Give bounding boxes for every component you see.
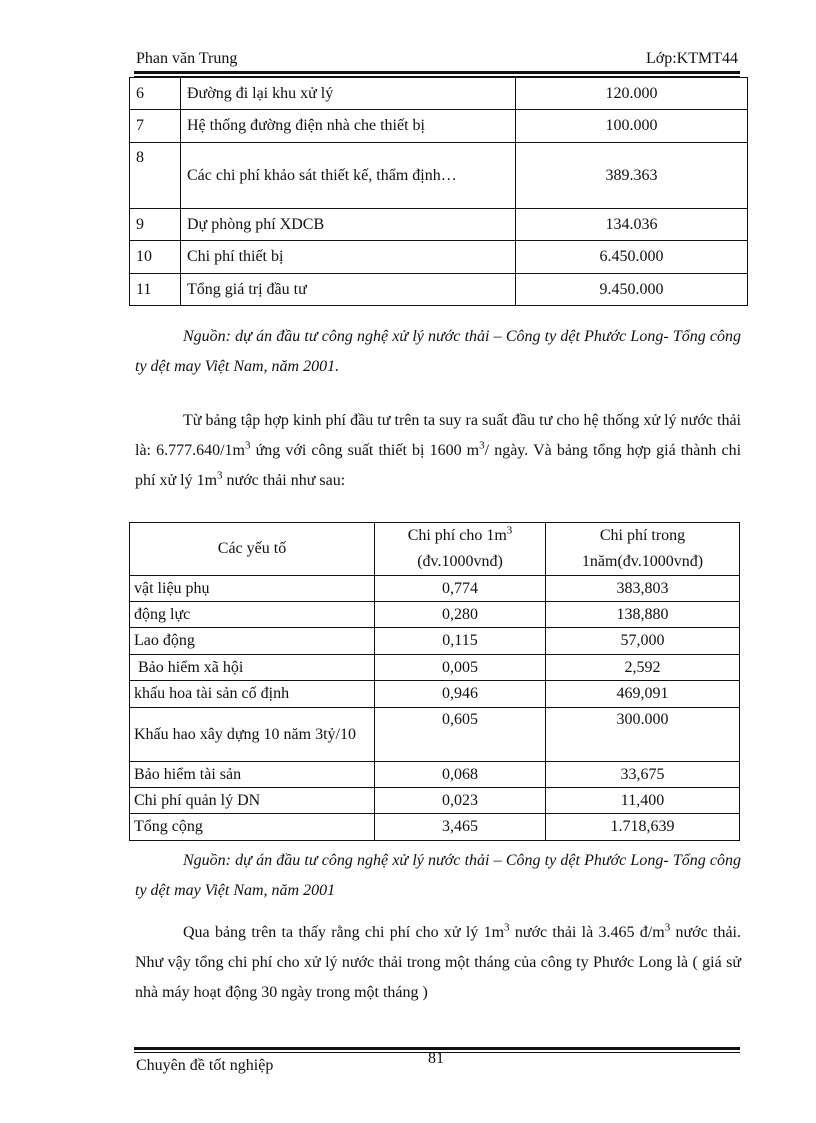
table-row — [130, 655, 740, 681]
superscript: 3 — [504, 921, 510, 934]
paragraph-conclusion — [135, 918, 741, 1008]
superscript: 3 — [506, 524, 513, 537]
row-item: Các chi phí khảo sát thiết kế, thẩm định… — [181, 143, 516, 209]
row-value: 6.450.000 — [516, 241, 748, 274]
row-item: Tổng giá trị đầu tư — [181, 274, 516, 306]
row-per-m3: 0,774 — [375, 576, 546, 602]
table-row — [130, 708, 740, 762]
table-row — [130, 241, 748, 274]
table-row — [130, 143, 748, 209]
row-per-m3: 0,605 — [375, 708, 546, 762]
row-per-m3: 0,023 — [375, 788, 546, 814]
row-item: Hệ thống đường điện nhà che thiết bị — [181, 110, 516, 143]
source-note-1: Nguồn: dự án đầu tư công nghệ xử lý nước thải – Công ty dệt Phước Long- Tổng công ty dệt may Việt Nam, năm 2001. — [135, 328, 741, 375]
row-value: 134.036 — [516, 209, 748, 241]
row-per-m3: 0,068 — [375, 762, 546, 788]
row-number: 7 — [130, 110, 181, 143]
row-per-m3: 0,005 — [375, 655, 546, 681]
header-cost-per-m3 — [375, 523, 546, 576]
table-row — [130, 110, 748, 143]
header-factor: Các yếu tố — [130, 523, 375, 576]
row-number: 6 — [130, 78, 181, 110]
row-number: 8 — [130, 143, 181, 209]
row-factor: Chi phí quản lý DN — [130, 788, 375, 814]
row-number: 11 — [130, 274, 181, 306]
row-item: Dự phòng phí XDCB — [181, 209, 516, 241]
row-per-year: 57,000 — [546, 628, 740, 655]
paragraph-text: Qua bảng trên ta thấy rằng chi phí cho xử lý 1m — [183, 924, 505, 941]
paragraph-investment — [135, 406, 741, 496]
paragraph-text: nước thải như sau: — [222, 472, 346, 489]
table-row — [130, 78, 748, 110]
investment-cost-table — [129, 77, 748, 306]
row-factor: Bảo hiểm xã hội — [130, 655, 375, 681]
paragraph-text: / ngày. Và bảng tổng hợp giá thành chi phí xử lý 1m — [135, 442, 742, 489]
row-per-year: 2,592 — [546, 655, 740, 681]
table-header-row — [130, 523, 740, 576]
class-label: Lớp:KTMT44 — [645, 50, 738, 67]
superscript: 3 — [245, 439, 251, 452]
row-per-year: 138,880 — [546, 602, 740, 628]
table-row — [130, 788, 740, 814]
row-factor: Tổng cộng — [130, 814, 375, 841]
table-row — [130, 762, 740, 788]
row-per-year: 1.718,639 — [546, 814, 740, 841]
table-total-row — [130, 814, 740, 841]
table-row — [130, 209, 748, 241]
row-per-m3: 0,946 — [375, 681, 546, 708]
page-header — [134, 50, 740, 72]
row-factor: khấu hoa tài sản cố định — [130, 681, 375, 708]
row-number: 10 — [130, 241, 181, 274]
row-item: Chi phí thiết bị — [181, 241, 516, 274]
author-name: Phan văn Trung — [136, 50, 238, 67]
table-row — [130, 602, 740, 628]
header-text: 1năm(đv.1000vnđ) — [581, 553, 704, 570]
row-per-m3: 0,280 — [375, 602, 546, 628]
table-row — [130, 576, 740, 602]
row-factor: Lao động — [130, 628, 375, 655]
row-value: 100.000 — [516, 110, 748, 143]
table-row — [130, 681, 740, 708]
paragraph-text: nước thải là 3.465 đ/m — [509, 924, 665, 941]
page-number: 81 — [428, 1050, 444, 1067]
footer-title: Chuyên đề tốt nghiệp — [136, 1057, 274, 1074]
row-factor: vật liệu phụ — [130, 576, 375, 602]
header-text: Chi phí cho 1m — [407, 527, 507, 544]
paragraph-text: nước thải. Như vậy tổng chi phí cho xử lý nước thải trong một tháng của công ty Phước Long là ( giá sử nhà máy hoạt động 30 ngày trong một tháng ) — [135, 924, 742, 1001]
unit-cost-table — [129, 522, 740, 841]
header-cost-per-year — [546, 523, 740, 576]
superscript: 3 — [479, 439, 485, 452]
row-number: 9 — [130, 209, 181, 241]
row-value: 120.000 — [516, 78, 748, 110]
paragraph-text: ứng với công suất thiết bị 1600 m — [250, 442, 480, 459]
superscript: 3 — [217, 469, 223, 482]
row-per-year: 11,400 — [546, 788, 740, 814]
row-per-year: 383,803 — [546, 576, 740, 602]
table-row — [130, 628, 740, 655]
row-factor: động lực — [130, 602, 375, 628]
source-note-2: Nguồn: dự án đầu tư công nghệ xử lý nước thải – Công ty dệt Phước Long- Tổng công ty dệt may Việt Nam, năm 2001 — [135, 852, 741, 899]
header-text: (đv.1000vnđ) — [417, 553, 503, 570]
row-item: Đường đi lại khu xử lý — [181, 78, 516, 110]
row-per-m3: 3,465 — [375, 814, 546, 841]
row-value: 389.363 — [516, 143, 748, 209]
row-per-year: 300.000 — [546, 708, 740, 762]
row-factor: Bảo hiểm tài sản — [130, 762, 375, 788]
row-per-m3: 0,115 — [375, 628, 546, 655]
row-value: 9.450.000 — [516, 274, 748, 306]
table-row — [130, 274, 748, 306]
paragraph-text: Từ bảng tập hợp kinh phí đầu tư trên ta suy ra suất đầu tư cho hệ thống xử lý nước thải là: 6.777.640/1m — [135, 412, 741, 459]
header-text: Chi phí trong — [599, 527, 686, 544]
row-per-year: 469,091 — [546, 681, 740, 708]
row-factor: Khấu hao xây dựng 10 năm 3tỷ/10 — [130, 708, 375, 762]
row-per-year: 33,675 — [546, 762, 740, 788]
superscript: 3 — [664, 921, 671, 934]
header-rule-thick — [134, 71, 740, 74]
